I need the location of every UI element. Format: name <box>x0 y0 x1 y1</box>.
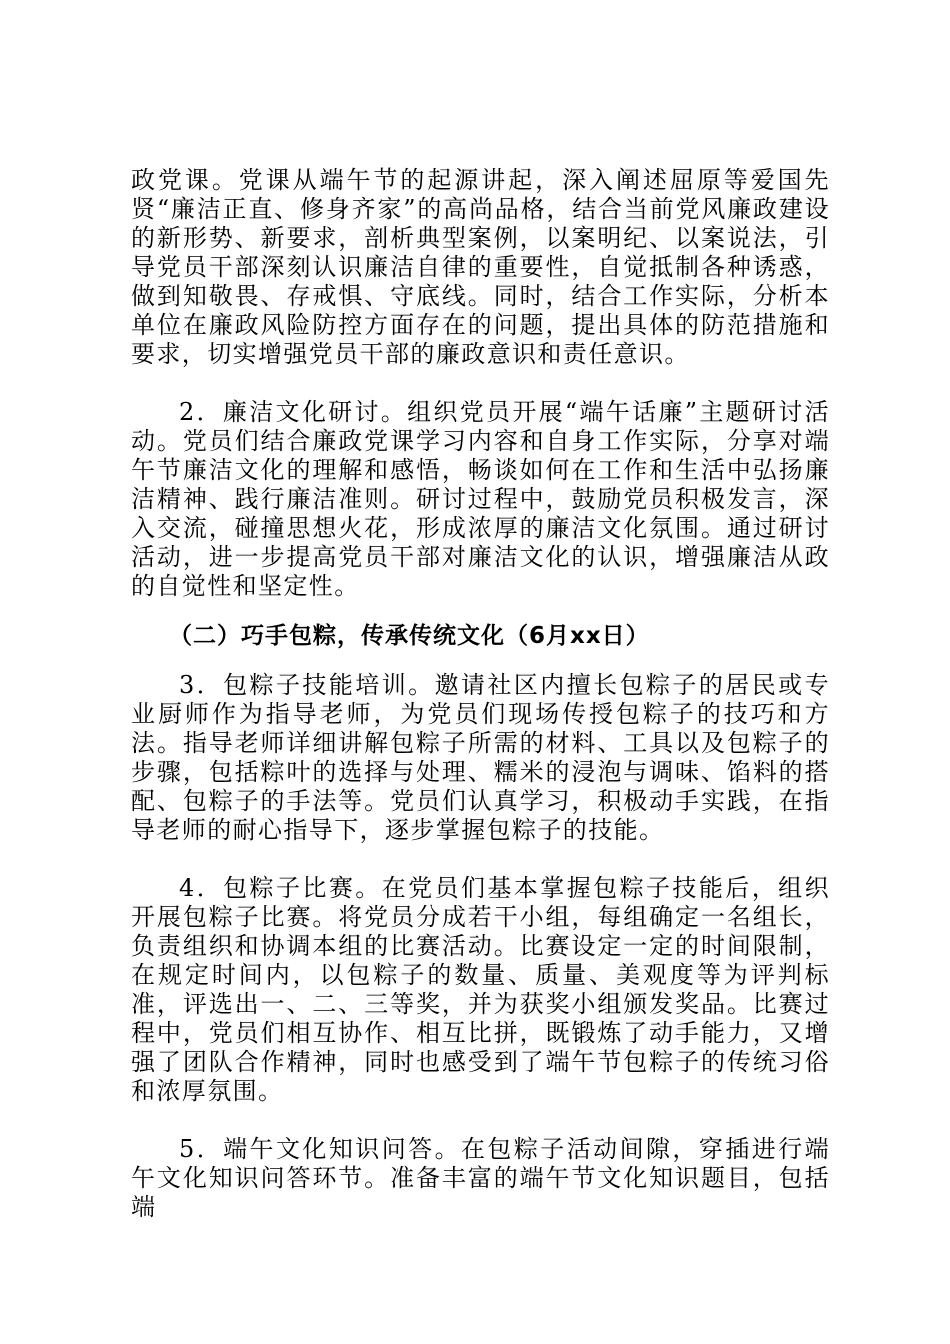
paragraph-zongzi-training: 3．包粽子技能培训。邀请社区内擅长包粽子的居民或专业厨师作为指导老师，为党员们现场传授包粽子的技巧和方法。指导老师详细讲解包粽子所需的材料、工具以及包粽子的步骤，包括粽叶的选择与处理、糯米的浸泡与调味、馅料的搭配、包粽子的手法等。党员们认真学习，积极动手实践，在指导老师的耐心指导下，逐步掌握包粽子的技能。 <box>131 671 830 844</box>
paragraph-zongzi-competition: 4．包粽子比赛。在党员们基本掌握包粽子技能后，组织开展包粽子比赛。将党员分成若干小组，每组确定一名组长，负责组织和协调本组的比赛活动。比赛设定一定的时间限制，在规定时间内，以包粽子的数量、质量、美观度等为评判标准，评选出一、二、三等奖，并为获奖小组颁发奖品。比赛过程中，党员们相互协作、相互比拼，既锻炼了动手能力，又增强了团队合作精神，同时也感受到了端午节包粽子的传统习俗和浓厚氛围。 <box>131 874 830 1105</box>
section-heading: （二）巧手包粽，传承传统文化（6月xx日） <box>169 623 650 649</box>
document-body <box>131 166 830 1222</box>
paragraph-culture-quiz: 5．端午文化知识问答。在包粽子活动间隙，穿插进行端午文化知识问答环节。准备丰富的端午节文化知识题目，包括端 <box>131 1135 830 1221</box>
paragraph-integrity-seminar: 2．廉洁文化研讨。组织党员开展“端午话廉”主题研讨活动。党员们结合廉政党课学习内容和自身工作实际，分享对端午节廉洁文化的理解和感悟，畅谈如何在工作和生活中弘扬廉洁精神、践行廉洁准则。研讨过程中，鼓励党员积极发言，深入交流，碰撞思想火花，形成浓厚的廉洁文化氛围。通过研讨活动，进一步提高党员干部对廉洁文化的认识，增强廉洁从政的自觉性和坚定性。 <box>131 398 830 600</box>
paragraph-party-lecture-continued: 政党课。党课从端午节的起源讲起，深入阐述屈原等爱国先贤“廉洁正直、修身齐家”的高尚品格，结合当前党风廉政建设的新形势、新要求，剖析典型案例，以案明纪、以案说法，引导党员干部深刻认识廉洁自律的重要性，自觉抵制各种诱惑，做到知敬畏、存戒惧、守底线。同时，结合工作实际，分析本单位在廉政风险防控方面存在的问题，提出具体的防范措施和要求，切实增强党员干部的廉政意识和责任意识。 <box>131 166 830 368</box>
